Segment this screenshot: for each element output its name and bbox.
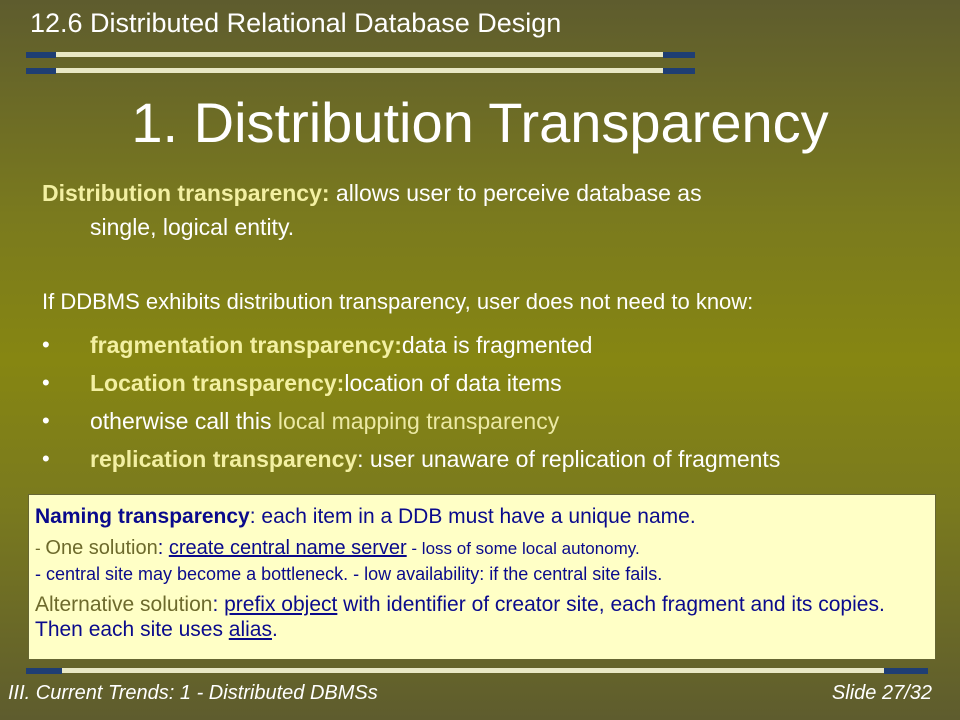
top-rule-left-cap-lower <box>26 68 56 74</box>
definition-text-line2: single, logical entity. <box>90 214 295 240</box>
definition-paragraph <box>42 176 922 244</box>
section-title: 12.6 Distributed Relational Database Design <box>30 8 562 38</box>
bullet-soft-term: local mapping transparency <box>277 407 560 434</box>
central-name-server-link[interactable]: create central name server <box>168 537 407 559</box>
naming-term: Naming transparency <box>35 505 250 528</box>
alternative-colon: : <box>212 593 225 616</box>
definition-text-line1: allows user to perceive database as <box>329 180 702 206</box>
list-item <box>42 326 780 364</box>
bullet-icon: • <box>42 370 50 395</box>
list-item <box>42 440 780 478</box>
footer-slide-number: Slide 27/32 <box>831 682 932 704</box>
alternative-label: Alternative solution <box>35 593 213 616</box>
top-rule-right-cap-lower <box>663 68 695 74</box>
bullet-text: otherwise call this <box>90 407 272 434</box>
top-rule-right-cap-upper <box>663 52 695 58</box>
bullet-term: fragmentation transparency: <box>90 331 402 358</box>
bullet-text: : user unaware of replication of fragments <box>357 445 781 472</box>
definition-term: Distribution transparency: <box>42 180 330 206</box>
top-rule-left-cap-upper <box>26 52 56 58</box>
list-item <box>42 402 780 440</box>
alternative-end: . <box>271 618 278 641</box>
solution-rest: - loss of some local autonomy. <box>406 539 640 558</box>
top-rule-upper <box>55 52 663 57</box>
solution-colon: : <box>157 537 169 559</box>
bottom-rule <box>62 668 884 673</box>
naming-transparency-box <box>28 494 936 660</box>
bullet-icon: • <box>42 332 50 357</box>
alias-link[interactable]: alias <box>228 618 272 641</box>
slide-title: 1. Distribution Transparency <box>131 91 829 154</box>
naming-text: : each item in a DDB must have a unique name. <box>249 505 696 528</box>
solution-label: One solution <box>45 537 158 559</box>
top-rule-lower <box>55 68 663 73</box>
bottom-rule-left-cap <box>26 668 62 674</box>
footer-course-title: III. Current Trends: 1 - Distributed DBMSs <box>8 682 378 704</box>
bullet-term: replication transparency <box>90 445 358 472</box>
alternative-rest: with identifier of creator site, each fragment and its copies. Then each site uses <box>35 593 885 641</box>
solution-line <box>35 535 935 562</box>
alternative-line <box>35 592 935 642</box>
bullet-term: Location transparency: <box>90 369 345 396</box>
bullet-text: location of data items <box>344 369 562 396</box>
bullet-text: data is fragmented <box>401 331 593 358</box>
list-item <box>42 364 780 402</box>
solution-dash: - <box>35 539 46 558</box>
solution-line2: - central site may become a bottleneck. - low availability: if the central site fails. <box>35 564 663 584</box>
intro-text: If DDBMS exhibits distribution transparency, user does not need to know: <box>42 289 754 314</box>
bullet-list <box>42 326 780 478</box>
bullet-icon: • <box>42 446 50 471</box>
bullet-icon: • <box>42 408 50 433</box>
bottom-rule-right-cap <box>884 668 928 674</box>
naming-line <box>35 503 935 531</box>
prefix-object-link[interactable]: prefix object <box>224 593 338 616</box>
